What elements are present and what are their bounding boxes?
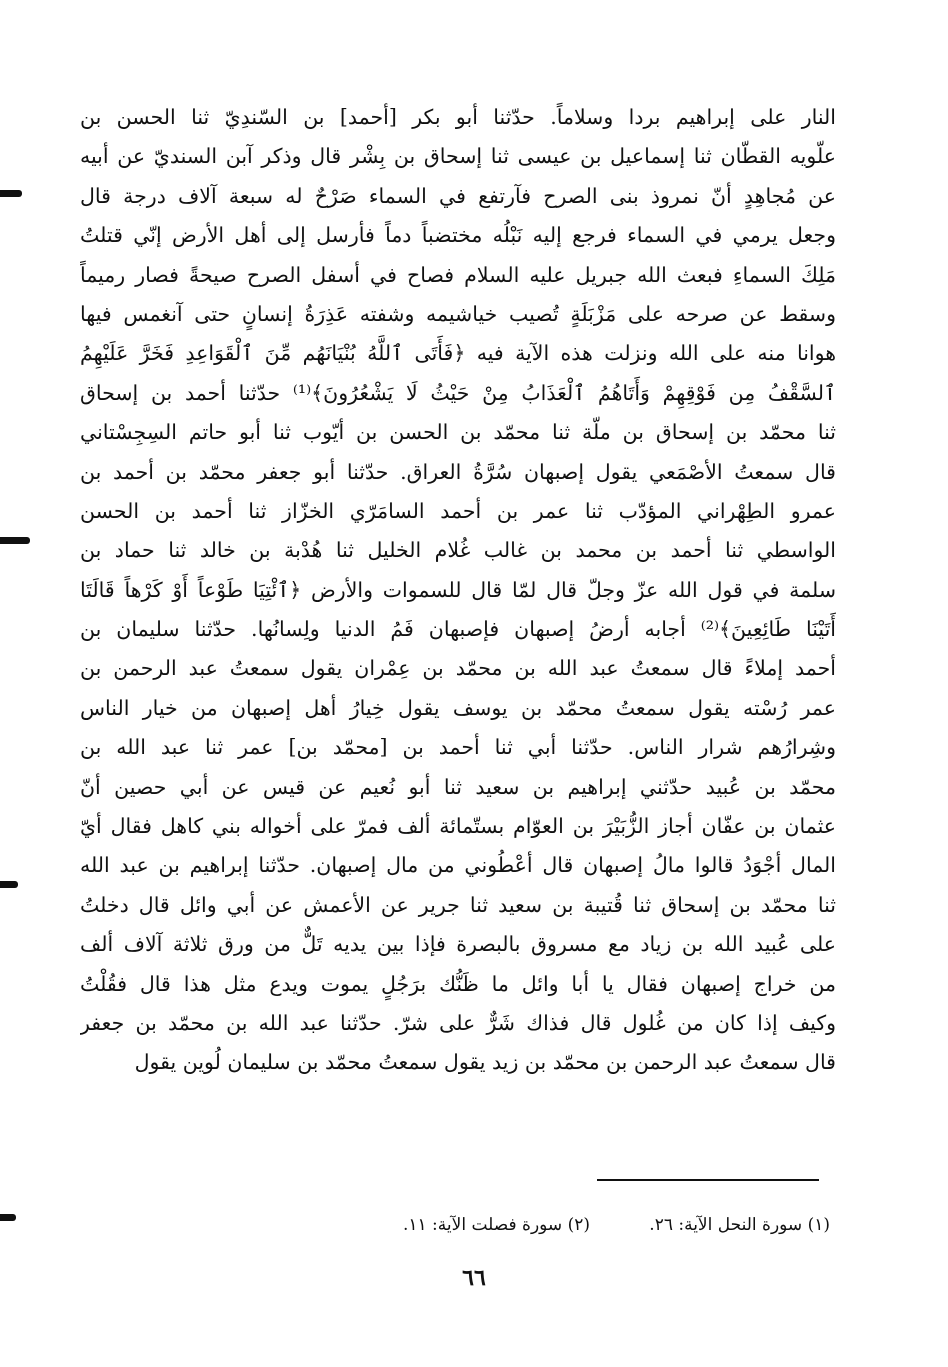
text-line: وكيف إذا كان من غُلول قال فذاك شَرٌّ على شرّ. حدّثنا عبد الله بن محمّد بن جعفر: [80, 1010, 836, 1035]
margin-mark: [0, 1214, 16, 1221]
text-line: وشِرارُهم شرار الناس. حدّثنا أبي ثنا أحمد بن [محمّد بن] عمر ثنا عبد الله بن: [80, 735, 836, 760]
text-line: أحمد إملاءً قال سمعتُ عبد الله بن محمّد بن عِمْران يقول سمعتُ عبد الرحمن بن: [80, 656, 836, 681]
text-line: من خراج إصبهان فقال يا أبا وائل ما ظَنُّك برَجُلٍ يموت ويدع مثل هذا قال فقُلْتُ: [80, 971, 836, 996]
text-line: علّويه القطّان ثنا إسماعيل بن عيسى ثنا إسحاق بن بِشْر قال وذكر آبن السنديّ عن أبيه: [80, 144, 836, 169]
margin-mark: [0, 190, 22, 197]
margin-mark: [0, 881, 18, 888]
page-number: ٦٦: [462, 1265, 486, 1291]
text-line: عن مُجاهِدٍ أنّ نمروذ بنى الصرح فآرتفع في السماء صَرْحٌ له سبعة آلاف درجة قال: [80, 183, 836, 208]
text-line: عمر رُسْته يقول سمعتُ محمّد بن يوسف يقول خِيارُ أهل إصبهان من خيار الناس: [80, 695, 836, 720]
text-line: وسقط عن صرحه على مَزْبَلَةٍ تُصيب خياشيمه وشفته عَذِرَةُ إنسانٍ حتى آنغمس فيها: [80, 301, 836, 326]
text-line: الواسطي ثنا أحمد بن محمد بن غالب غُلام الخليل ثنا هُدْبة بن خالد ثنا حماد بن: [80, 538, 836, 563]
text-line: ٱلسَّقْفُ مِن فَوْقِهِمْ وَأَتَاهُمُ ٱلْعَذَابُ مِنْ حَيْثُ لَا يَشْعُرُونَ﴾⁽¹⁾ حدّثنا أحمد بن إسحاق: [80, 380, 836, 405]
text-line: وجعل يرمي في السماء فرجع إليه نَبْلُه مختضباً دماً فأرسل إلى أهل الأرض إنّي قتلتُ: [80, 223, 836, 248]
footnote-2: (٢) سورة فصلت الآية: ١١.: [402, 1215, 590, 1235]
text-line: النار على إبراهيم بردا وسلاماً. حدّثنا أبو بكر [أحمد] بن السّندِيّ ثنا الحسن بن: [80, 105, 836, 129]
text-line: محمّد بن عُبيد حدّثني إبراهيم بن سعيد ثنا أبو نُعيم عن قيس عن أبي حصين أنّ: [80, 774, 836, 799]
main-text: [80, 98, 836, 1083]
text-line: هوانا منه على الله ونزلت هذه الآية فيه ﴿فَأَتَى ٱللَّهُ بُنْيَانَهُم مِّنَ ٱلْقَوَاعِدِ فَخَرَّ عَلَيْهِمُ: [80, 341, 836, 366]
text-line: على عُبيد الله بن زياد مع مسروق بالبصرة فإذا بين يديه تَلٌّ من ورق ثلاثة آلاف ألف: [80, 932, 836, 957]
text-line: عمرو الطِهْراني المؤدّب ثنا عمر بن أحمد السامَرّي الخزّاز ثنا أحمد بن الحسن: [80, 498, 836, 523]
footnote-divider: [597, 1179, 819, 1181]
text-line: ثنا محمّد بن إسحاق بن ملّة ثنا محمّد بن الحسن بن أيّوب ثنا أبو حاتم السِجِسْتاني: [80, 420, 836, 445]
footnote-1: (١) سورة النحل الآية: ٢٦.: [649, 1215, 830, 1235]
text-line: سلمة في قول الله عزّ وجلّ قال لمّا قال للسموات والأرض ﴿ٱئْتِيَا طَوْعاً أَوْ كَرْهاً قَالَتَا: [80, 577, 836, 602]
text-line: مَلِكَ السماءِ فبعث الله جبريل عليه السلام فصاح في أسفل الصرح صيحةً فصار رميماً: [80, 262, 836, 287]
text-line: قال سمعتُ عبد الرحمن بن محمّد بن زيد يقول سمعتُ محمّد بن سليمان لُوين يقول: [134, 1050, 836, 1075]
text-line: قال سمعتُ الأصْمَعي يقول إصبهان سُرَّةُ العراق. حدّثنا أبو جعفر محمّد بن أحمد بن: [80, 459, 836, 484]
text-line: عثمان بن عفّان أجاز الزُّبَيْرَ بن العوّام بستّمائة ألف فمرّ على أخواله بني كاهل فقال أيّ: [80, 814, 836, 839]
text-line: ثنا محمّد بن إسحاق ثنا قُتيبة بن سعيد ثنا جرير عن الأعمش عن أبي وائل قال دخلتُ: [80, 892, 836, 917]
margin-mark: [0, 537, 30, 544]
text-line: المال أجْوَدُ قالوا مالُ إصبهان قال أعْطُوني من مال إصبهان. حدّثنا إبراهيم بن عبد الله: [80, 853, 836, 878]
text-line: أَتَيْنَا طَائِعِينَ﴾⁽²⁾ أجابه أرضُ إصبهان فإصبهان فَمُ الدنيا ولِسانُها. حدّثنا سليمان بن: [80, 617, 836, 642]
